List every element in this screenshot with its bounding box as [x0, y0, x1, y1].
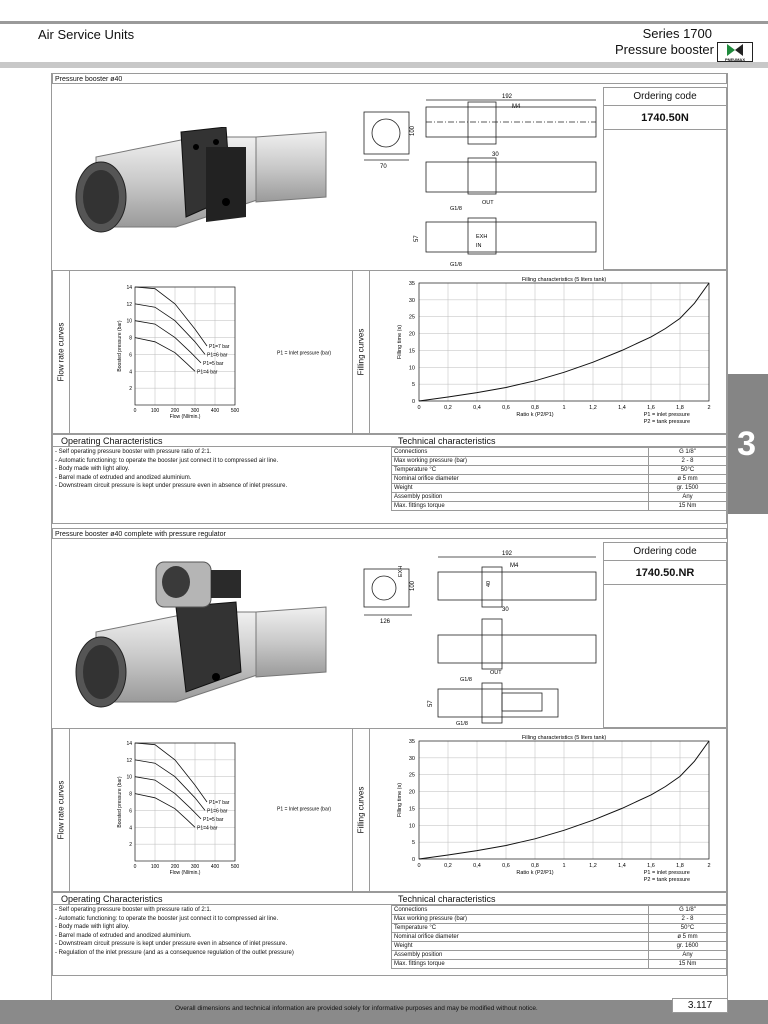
operating-item: - Self operating pressure booster with pressure ratio of 2:1.: [55, 906, 387, 915]
x-tick-label: 1: [562, 405, 566, 411]
technical-title-2: Technical characteristics: [398, 894, 496, 904]
tech-key: Assembly position: [392, 493, 649, 502]
x-tick-label: 0,4: [473, 405, 481, 411]
dim-block: 30: [502, 607, 509, 613]
x-tick-label: 1,2: [589, 863, 597, 869]
y-tick-label: 6: [129, 808, 132, 815]
operating-item: - Barrel made of extruded and anodized aluminium.: [55, 474, 387, 483]
tech-key: Temperature °C: [392, 466, 649, 475]
operating-title-1: Operating Characteristics: [61, 436, 163, 446]
product-subtitle: Pressure booster: [615, 42, 714, 57]
x-tick-label: 2: [707, 405, 711, 411]
y-tick-label: 20: [408, 331, 415, 338]
operating-item: - Downstream circuit pressure is kept under pressure even in absence of inlet pressure.: [55, 482, 387, 491]
tech-key: Weight: [392, 942, 649, 951]
x-axis-label: Flow (Nl/min.): [169, 414, 201, 420]
x-tick-label: 1,8: [676, 863, 684, 869]
tech-value: 15 Nm: [649, 960, 727, 969]
y-tick-label: 35: [408, 281, 415, 287]
y-tick-label: 35: [408, 739, 415, 745]
tech-value: 2 - 8: [649, 915, 727, 924]
series-label: P1=7 bar: [209, 344, 230, 350]
port-in-thread: G1/8: [450, 262, 462, 268]
tech-value: G 1/8": [649, 906, 727, 915]
section-2-product-area: [52, 542, 602, 728]
y-tick-label: 4: [129, 369, 132, 376]
x-tick-label: 1,8: [676, 405, 684, 411]
operating-item: - Automatic functioning: to operate the booster just connect it to compressed air line.: [55, 457, 387, 466]
y-tick-label: 30: [408, 297, 415, 304]
tech-value: ø 5 mm: [649, 933, 727, 942]
chapter-tab: 3: [712, 374, 768, 514]
series-line: [135, 777, 201, 819]
y-tick-label: 10: [408, 823, 415, 830]
chart-title: Filling characteristics (5 liters tank): [521, 277, 607, 283]
dim-length: 192: [502, 94, 513, 100]
x-tick-label: 0,6: [502, 405, 510, 411]
legend-line: P1 = inlet pressure: [643, 412, 690, 418]
tech-key: Weight: [392, 484, 649, 493]
x-tick-label: 500: [230, 408, 240, 414]
operating-item: - Self operating pressure booster with pressure ratio of 2:1.: [55, 448, 387, 457]
logo-text: PNEUMAX: [724, 57, 745, 62]
series-label: P1=5 bar: [203, 816, 224, 823]
tech-value: 50°C: [649, 466, 727, 475]
tech-value: 2 - 8: [649, 457, 727, 466]
footer-band: [0, 1000, 768, 1024]
tech-key: Connections: [392, 448, 649, 457]
flow-rate-chart-2: [115, 737, 355, 887]
operating-list-1: [55, 448, 387, 491]
logo-mark-icon: [718, 43, 752, 57]
y-axis-label: Boosted pressure (bar): [117, 776, 123, 828]
dimension-drawing-1: [352, 92, 602, 270]
x-tick-label: 0,6: [502, 863, 510, 869]
series-line: [135, 287, 207, 346]
legend-line: P1 = inlet pressure: [643, 870, 690, 876]
table-row: [392, 484, 727, 493]
port-out-thread: G1/8: [460, 677, 472, 683]
flow-curves-label-2: Flow rate curves: [53, 729, 70, 891]
y-axis-label: Filling time (s): [397, 324, 403, 360]
table-row: [392, 457, 727, 466]
tech-value: gr. 1500: [649, 484, 727, 493]
y-tick-label: 0: [411, 857, 415, 863]
y-tick-label: 25: [408, 772, 415, 779]
filling-curves-label-1: Filling curves: [353, 271, 370, 433]
y-tick-label: 2: [129, 842, 132, 849]
tech-value: G 1/8": [649, 448, 727, 457]
table-row: [392, 493, 727, 502]
y-axis-label: Boosted pressure (bar): [117, 320, 123, 372]
dimension-drawing-2: [352, 547, 602, 727]
x-tick-label: 0: [417, 863, 421, 869]
x-tick-label: 0: [417, 405, 421, 411]
dim-height: 100: [410, 125, 416, 136]
table-row: [392, 942, 727, 951]
chart-title: Filling characteristics (5 liters tank): [521, 735, 607, 741]
tech-value: gr. 1600: [649, 942, 727, 951]
operating-item: - Automatic functioning: to operate the booster just connect it to compressed air line.: [55, 915, 387, 924]
port-exh-label: EXH: [476, 234, 488, 240]
x-tick-label: 200: [170, 864, 180, 870]
tech-value: Any: [649, 493, 727, 502]
x-tick-label: 400: [210, 408, 220, 414]
tech-key: Assembly position: [392, 951, 649, 960]
header-title: Air Service Units: [38, 27, 135, 42]
y-tick-label: 10: [126, 774, 132, 781]
x-tick-label: 300: [190, 408, 200, 414]
y-tick-label: 4: [129, 825, 132, 832]
operating-title-2: Operating Characteristics: [61, 894, 163, 904]
x-tick-label: 1,4: [618, 405, 626, 411]
characteristics-area-1: [52, 434, 727, 524]
tech-value: 50°C: [649, 924, 727, 933]
dim-thread: M4: [510, 563, 519, 569]
x-tick-label: 100: [150, 408, 160, 414]
series-label: P1=7 bar: [209, 800, 230, 806]
brand-logo: [717, 42, 753, 62]
dim-width: 70: [380, 164, 387, 170]
x-tick-label: 0: [133, 864, 137, 870]
table-row: [392, 475, 727, 484]
booster-photo-1: [66, 127, 336, 247]
x-tick-label: 0,8: [531, 863, 539, 869]
x-axis-label: Ratio k (P2/P1): [516, 870, 554, 876]
x-tick-label: 1: [562, 863, 566, 869]
series-line: [135, 760, 205, 811]
y-tick-label: 14: [126, 285, 132, 291]
series-label: P1=5 bar: [203, 360, 224, 367]
y-tick-label: 5: [411, 840, 415, 847]
port-out-thread: G1/8: [450, 206, 462, 212]
footer-disclaimer: Overall dimensions and technical information are provided solely for informative purposes and may be modified without notice.: [175, 1005, 538, 1012]
x-tick-label: 0,8: [531, 405, 539, 411]
technical-table-1: [391, 447, 727, 511]
series-label: Series 1700: [642, 26, 712, 41]
tech-value: 15 Nm: [649, 502, 727, 511]
x-tick-label: 2: [707, 863, 711, 869]
dim-depth: 57: [428, 700, 434, 707]
flow-curves-panel-2: [52, 728, 372, 892]
table-row: [392, 924, 727, 933]
technical-table-2: [391, 905, 727, 969]
x-tick-label: 500: [230, 864, 240, 870]
ordering-box-2: [603, 542, 727, 728]
y-tick-label: 8: [129, 335, 132, 342]
x-tick-label: 0,4: [473, 863, 481, 869]
series-line: [135, 321, 201, 363]
legend-line: P2 = tank pressure: [643, 419, 691, 425]
x-tick-label: 200: [170, 408, 180, 414]
y-tick-label: 30: [408, 755, 415, 762]
technical-title-1: Technical characteristics: [398, 436, 496, 446]
table-row: [392, 906, 727, 915]
page-number: 3.117: [672, 998, 728, 1013]
port-out-label: OUT: [482, 200, 494, 206]
dim-length: 192: [502, 551, 513, 557]
y-tick-label: 8: [129, 791, 132, 798]
dim-offset: 40: [486, 580, 492, 587]
y-tick-label: 20: [408, 789, 415, 796]
flow-rate-chart-1: [115, 281, 355, 429]
x-tick-label: 300: [190, 864, 200, 870]
y-tick-label: 15: [408, 348, 415, 355]
ordering-label-2: Ordering code: [604, 543, 726, 561]
series-label: P1=4 bar: [197, 369, 218, 376]
port-in-thread: G1/8: [456, 721, 468, 727]
section-2-title: Pressure booster ø40 complete with pressure regulator: [55, 531, 226, 538]
tech-key: Max working pressure (bar): [392, 457, 649, 466]
tech-key: Max. fittings torque: [392, 502, 649, 511]
y-tick-label: 0: [411, 399, 415, 405]
table-row: [392, 951, 727, 960]
series-line: [135, 304, 205, 355]
legend-note: P1 = Inlet pressure (bar): [277, 350, 332, 357]
table-row: [392, 960, 727, 969]
x-tick-label: 400: [210, 864, 220, 870]
operating-list-2: [55, 906, 387, 957]
operating-item: - Downstream circuit pressure is kept under pressure even in absence of inlet pressure.: [55, 940, 387, 949]
dim-width: 126: [380, 619, 391, 625]
dim-height: 100: [410, 580, 416, 591]
dim-thread: M4: [512, 104, 521, 110]
dim-block: 30: [492, 152, 499, 158]
ordering-code-2: 1740.50.NR: [604, 561, 726, 585]
y-tick-label: 10: [408, 365, 415, 372]
tech-key: Max working pressure (bar): [392, 915, 649, 924]
tech-key: Nominal orifice diameter: [392, 933, 649, 942]
series-label: P1=6 bar: [207, 808, 228, 815]
y-tick-label: 5: [411, 382, 415, 389]
table-row: [392, 915, 727, 924]
y-tick-label: 12: [126, 301, 132, 308]
table-row: [392, 933, 727, 942]
characteristics-area-2: [52, 892, 727, 976]
tech-key: Temperature °C: [392, 924, 649, 933]
x-tick-label: 0,2: [444, 405, 452, 411]
x-axis-label: Flow (Nl/min.): [169, 870, 201, 876]
y-tick-label: 14: [126, 741, 132, 747]
x-tick-label: 1,6: [647, 863, 655, 869]
y-axis-label: Filling time (s): [397, 782, 403, 818]
y-tick-label: 15: [408, 806, 415, 813]
booster-photo-2: [66, 552, 336, 722]
port-exh-label: EXH: [398, 565, 404, 577]
filling-curves-label-2: Filling curves: [353, 729, 370, 891]
x-axis-label: Ratio k (P2/P1): [516, 412, 554, 418]
flow-curves-panel-1: [52, 270, 372, 434]
operating-item: - Barrel made of extruded and anodized aluminium.: [55, 932, 387, 941]
filling-chart-1: [375, 273, 725, 433]
port-in-label: IN: [476, 243, 482, 249]
operating-item: - Regulation of the inlet pressure (and as a consequence regulation of the outlet pressure): [55, 949, 387, 958]
operating-item: - Body made with light alloy.: [55, 465, 387, 474]
ordering-label-1: Ordering code: [604, 88, 726, 106]
tech-value: Any: [649, 951, 727, 960]
series-label: P1=6 bar: [207, 352, 228, 359]
section-1-title-bar: [52, 73, 727, 84]
section-1-product-area: [52, 87, 602, 270]
x-tick-label: 1,4: [618, 863, 626, 869]
ordering-code-1: 1740.50N: [604, 106, 726, 130]
table-row: [392, 448, 727, 457]
x-tick-label: 0: [133, 408, 137, 414]
y-tick-label: 2: [129, 386, 132, 393]
y-tick-label: 6: [129, 352, 132, 359]
operating-item: - Body made with light alloy.: [55, 923, 387, 932]
dim-depth: 57: [414, 235, 420, 242]
legend-line: P2 = tank pressure: [643, 877, 691, 883]
tech-key: Nominal orifice diameter: [392, 475, 649, 484]
filling-curves-panel-1: [352, 270, 727, 434]
series-line: [135, 743, 207, 802]
header-band: [0, 62, 768, 68]
y-tick-label: 25: [408, 314, 415, 321]
tech-value: ø 5 mm: [649, 475, 727, 484]
x-tick-label: 100: [150, 864, 160, 870]
section-1-title: Pressure booster ø40: [55, 76, 123, 83]
legend-note: P1 = Inlet pressure (bar): [277, 806, 332, 813]
port-out-label: OUT: [490, 670, 502, 676]
y-tick-label: 10: [126, 318, 132, 325]
x-tick-label: 0,2: [444, 863, 452, 869]
x-tick-label: 1,2: [589, 405, 597, 411]
series-label: P1=4 bar: [197, 825, 218, 832]
ordering-box-1: [603, 87, 727, 270]
table-row: [392, 502, 727, 511]
filling-curves-panel-2: [352, 728, 727, 892]
table-row: [392, 466, 727, 475]
tech-key: Max. fittings torque: [392, 960, 649, 969]
tech-key: Connections: [392, 906, 649, 915]
y-tick-label: 12: [126, 757, 132, 764]
filling-chart-2: [375, 731, 725, 891]
header-rule: [0, 21, 768, 24]
section-2-title-bar: [52, 528, 727, 539]
flow-curves-label-1: Flow rate curves: [53, 271, 70, 433]
x-tick-label: 1,6: [647, 405, 655, 411]
header-series: [615, 26, 712, 58]
